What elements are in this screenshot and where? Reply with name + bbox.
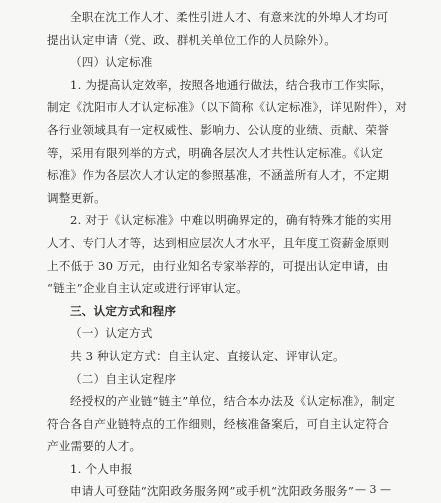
body-line: 2. 对于《认定标准》中难以明确界定的，确有特殊才能的实用 (70, 213, 392, 228)
body-line: 各行业领域具有一定权威性、影响力、公认度的业绩、贡献、荣誉 (47, 122, 390, 137)
body-line: 共 3 种认定方式：自主认定、直接认定、评审认定。 (70, 348, 345, 363)
section-subheading: （一）认定方式 (70, 326, 153, 341)
body-line: 标准》作为各层次人才认定的参照基准，不涵盖所有人才，不定期 (47, 168, 390, 183)
body-line: 申请人可登陆“沈阳政务服务网”或手机“沈阳政务服务” (70, 484, 354, 499)
section-subheading: （四）认定标准 (70, 55, 153, 70)
page-number: — 3 — (355, 483, 391, 496)
body-line: 等，采用有限列举的方式，明确各层次人才共性认定标准。《认定 (47, 145, 384, 160)
section-subheading: （二）自主认定程序 (70, 371, 177, 386)
body-line: 符合各自产业链特点的工作细则，经核准备案后，可自主认定符合 (47, 416, 390, 431)
section-heading: 三、认定方式和程序 (70, 303, 177, 318)
body-line: 1. 为提高认定效率，按照各地通行做法，结合我市工作实际， (70, 77, 392, 92)
body-line: 全职在沈工作人才、柔性引进人才、有意来沈的外埠人才均可 (70, 10, 389, 24)
body-line: 制定《沈阳市人才认定标准》（以下简称《认定标准》，详见附件），对 (47, 100, 408, 115)
body-line: 调整更新。 (47, 190, 106, 205)
body-line: 上不低于 30 万元，由行业知名专家举荐的，可提出认定申请，由 (47, 258, 389, 273)
body-line: 提出认定申请（党、政、群机关单位工作的人员除外）。 (47, 32, 337, 47)
body-line: 人才、专门人才等，达到相应层次人才水平，且年度工资薪金原则 (47, 235, 390, 250)
body-line: 经授权的产业链“链主”单位，结合本办法及《认定标准》，制定 (70, 394, 395, 409)
body-line: “链主”企业自主认定或进行评审认定。 (47, 281, 248, 296)
numbered-item-heading: 1. 个人申报 (70, 461, 133, 476)
body-line: 产业需要的人才。 (47, 439, 142, 454)
